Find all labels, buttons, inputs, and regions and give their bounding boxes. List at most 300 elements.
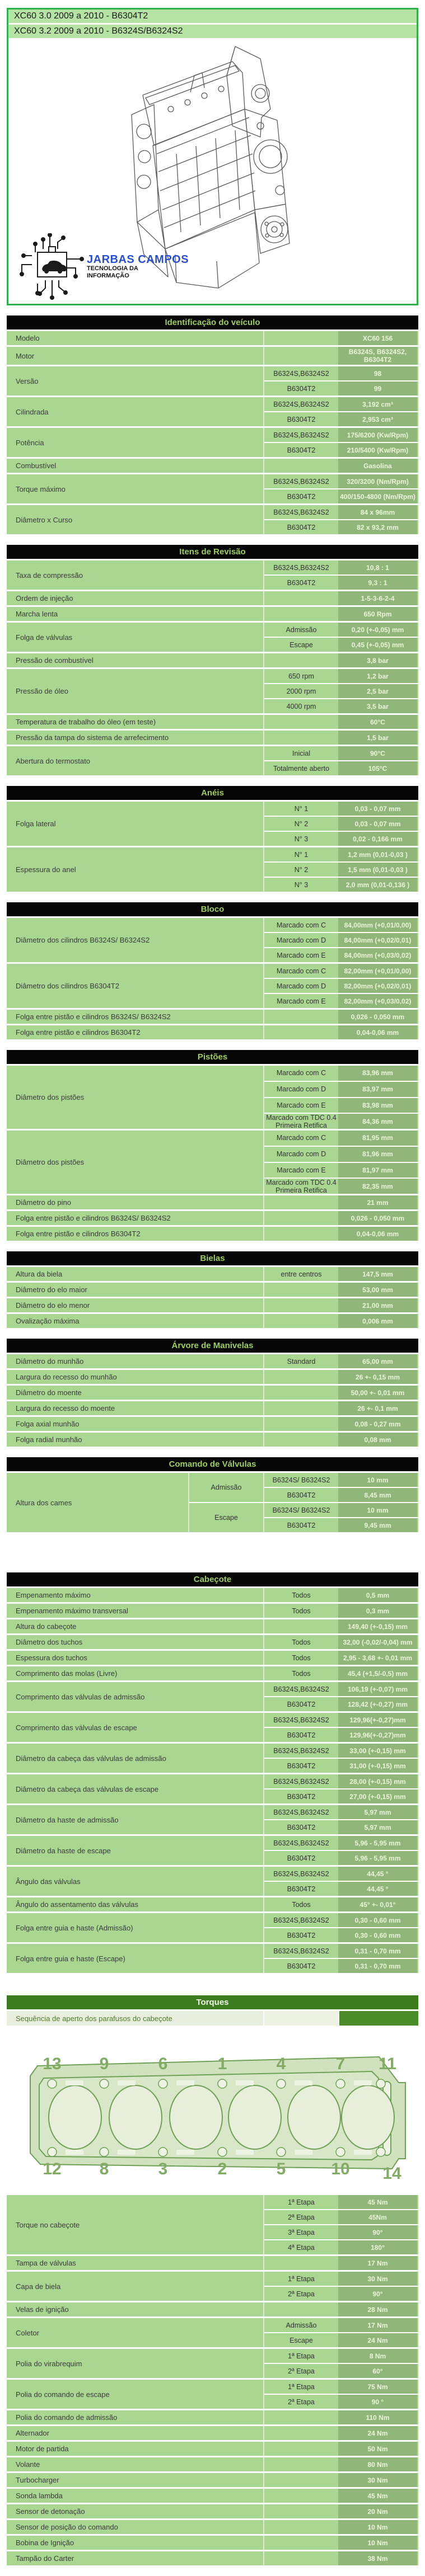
row-value: 45° +- 0,01° <box>338 1897 417 1911</box>
bolt-hole-bottom <box>100 2148 109 2156</box>
row-label: Coletor <box>16 2328 39 2337</box>
row-label: Diâmetro x Curso <box>16 515 73 524</box>
table-subrow <box>264 1788 418 1803</box>
row-label: Folga entre pistão e cilindros B6324S/ B6324S2 <box>16 1214 171 1222</box>
row-subcolumn <box>263 366 418 395</box>
table-subrow <box>264 1927 418 1942</box>
table-subrow <box>264 1025 418 1039</box>
table-subrow <box>264 1354 418 1368</box>
table-subrow <box>264 1881 418 1896</box>
row-subcolumn <box>263 1635 418 1649</box>
row-qualifier <box>264 591 338 605</box>
row-value: 98 <box>338 366 417 380</box>
bolt-hole-bottom <box>336 2148 345 2156</box>
table-subrow <box>264 1314 418 1328</box>
table-subrow <box>264 746 418 760</box>
row-qualifier <box>264 1025 338 1039</box>
row-value: 83,98 mm <box>338 1098 417 1113</box>
spec-table <box>7 545 418 775</box>
table-subrow <box>264 1682 418 1696</box>
row-subcolumn <box>263 1195 418 1209</box>
table-row <box>7 2380 418 2409</box>
logo-subtitle-1: TECNOLOGIA DA <box>87 265 138 272</box>
row-subcolumn <box>263 1713 418 1742</box>
table-row <box>7 1867 418 1896</box>
row-label: Diâmetro do moente <box>16 1388 82 1397</box>
row-qualifier: 4000 rpm <box>286 702 316 710</box>
row-subcolumn <box>263 1774 418 1803</box>
bolt-number-bottom: 5 <box>276 2160 286 2178</box>
row-subcolumn <box>263 561 418 590</box>
row-label: Sensor de posição do comando <box>16 2523 118 2531</box>
row-value: 8 Nm <box>338 2349 417 2363</box>
table-row <box>7 1836 418 1865</box>
row-qualifier <box>264 1195 338 1209</box>
table-subrow <box>264 760 418 775</box>
row-label: Folga de válvulas <box>16 633 73 642</box>
row-label: Turbocharger <box>16 2476 59 2484</box>
table-subrow <box>264 1517 418 1532</box>
row-qualifier <box>264 1417 338 1431</box>
table-subrow <box>264 731 418 745</box>
table-subrow <box>264 847 418 861</box>
table-row <box>7 1417 418 1431</box>
table-subrow <box>264 1913 418 1927</box>
row-subcolumn <box>263 2195 418 2254</box>
row-subcolumn <box>263 2318 418 2347</box>
engine-illustration <box>8 40 417 304</box>
row-value: 53,00 mm <box>338 1283 417 1297</box>
table-row <box>7 1713 418 1742</box>
table-row <box>7 1298 418 1312</box>
row-value: 31,00 (+-0,15) mm <box>338 1759 417 1773</box>
row-value: 1-5-3-6-2-4 <box>338 591 417 605</box>
table-row <box>7 1283 418 1297</box>
row-value: 9,45 mm <box>338 1518 417 1532</box>
table-subrow <box>264 1283 418 1297</box>
row-qualifier <box>264 2551 338 2565</box>
row-subcolumn <box>263 1066 418 1129</box>
row-value: 0,04-0,06 mm <box>338 1025 417 1039</box>
torque-values-table <box>7 2195 418 2565</box>
row-label: Diâmetro do munhão <box>16 1357 84 1365</box>
sequence-label: Sequência de aperto dos parafusos do cabeçote <box>16 2014 172 2023</box>
bolt-number-bottom: 10 <box>331 2160 350 2178</box>
row-value: 21 mm <box>338 1195 417 1209</box>
row-label: Polia do virabrequim <box>16 2359 82 2368</box>
row-label: Bobina de Ignição <box>16 2539 74 2547</box>
row-qualifier: B6304T2 <box>287 415 316 423</box>
row-subcolumn <box>263 623 418 652</box>
table-row <box>7 1651 418 1665</box>
bolt-hole-bottom <box>218 2148 227 2156</box>
row-label: Capa de biela <box>16 2282 61 2291</box>
row-qualifier <box>264 1314 338 1328</box>
row-value: 17 Nm <box>338 2318 417 2332</box>
row-qualifier: Todos <box>292 1669 311 1678</box>
row-subcolumn <box>263 591 418 605</box>
row-value: 84,00mm (+0,03/0,02) <box>338 948 417 962</box>
table-subrow <box>264 1588 418 1602</box>
table-subrow <box>264 1850 418 1865</box>
table-row <box>7 1805 418 1834</box>
table-row <box>7 459 418 473</box>
row-subcolumn <box>263 1417 418 1431</box>
bolt-hole-top <box>48 2079 57 2088</box>
row-label: Tampão do Carter <box>16 2554 74 2563</box>
table-row <box>7 2442 418 2456</box>
row-qualifier: 2ª Etapa <box>288 2398 315 2406</box>
table-row <box>7 1066 418 1129</box>
row-value: 0,08 - 0,27 mm <box>338 1417 417 1431</box>
row-label: Modelo <box>16 334 40 342</box>
row-subcolumn <box>263 1386 418 1400</box>
vehicle-title-1: XC60 3.0 2009 a 2010 - B6304T2 <box>8 10 417 23</box>
table-subrow <box>264 816 418 831</box>
row-qualifier: 2ª Etapa <box>288 2367 315 2375</box>
table-subrow <box>264 1473 418 1487</box>
table-subrow <box>264 1113 418 1129</box>
row-value: 83,96 mm <box>338 1066 417 1081</box>
row-qualifier: Marcado com E <box>277 1166 326 1174</box>
table-subrow <box>264 505 418 519</box>
row-value: 0,006 mm <box>338 1314 417 1328</box>
row-value: 0,03 - 0,07 mm <box>338 802 417 816</box>
table-subrow <box>264 2380 418 2394</box>
row-groupcolumn <box>188 1473 418 1532</box>
table-subrow <box>264 1178 418 1194</box>
row-value: 3,8 bar <box>338 653 417 667</box>
row-value: 0,20 (+-0,05) mm <box>338 623 417 637</box>
row-label: Torque máximo <box>16 484 66 493</box>
table-subrow <box>264 366 418 380</box>
table-row <box>7 2410 418 2424</box>
row-qualifier: B6324S/ B6324S2 <box>272 1506 330 1514</box>
row-subcolumn <box>263 2504 418 2518</box>
row-value: 90° <box>338 2225 417 2239</box>
row-label: Diâmetro dos cilindros B6304T2 <box>16 982 119 990</box>
table-subrow <box>264 1010 418 1024</box>
row-qualifier: Todos <box>292 1591 311 1599</box>
table-subrow <box>264 1298 418 1312</box>
row-label: Largura do recesso do munhão <box>16 1373 117 1381</box>
row-label: Tampa de válvulas <box>16 2259 76 2267</box>
table-subrow <box>264 2520 418 2534</box>
table-subrow <box>264 2426 418 2440</box>
table-row <box>7 2272 418 2301</box>
row-value: 81,97 mm <box>338 1163 417 1178</box>
row-label: Altura dos cames <box>16 1498 72 1507</box>
row-subcolumn <box>263 1473 418 1502</box>
row-qualifier <box>264 2457 338 2471</box>
row-value: 0,30 - 0,60 mm <box>338 1913 417 1927</box>
row-label: Polia do comando de admissão <box>16 2413 118 2422</box>
row-qualifier <box>264 1370 338 1384</box>
table-row <box>7 623 418 652</box>
row-label: Diâmetro do elo maior <box>16 1285 87 1294</box>
row-value: 81,95 mm <box>338 1131 417 1146</box>
row-label: Alternador <box>16 2429 49 2437</box>
row-subcolumn <box>263 918 418 962</box>
table-subrow <box>264 918 418 932</box>
table-row <box>7 1635 418 1649</box>
table-subrow <box>264 1604 418 1618</box>
row-label: Altura da biela <box>16 1270 63 1278</box>
row-value: 10 Nm <box>338 2536 417 2550</box>
row-subcolumn <box>263 2489 418 2503</box>
row-value: 1,5 mm (0,01-0,03 ) <box>338 863 417 877</box>
spec-table <box>7 902 418 1039</box>
row-value: 5,96 - 5,95 mm <box>338 1836 417 1850</box>
section-title: Comando de Válvulas <box>7 1457 418 1471</box>
table-row <box>7 1211 418 1225</box>
table-subrow <box>264 715 418 729</box>
table-row <box>7 1774 418 1803</box>
table-row <box>7 731 418 745</box>
row-label: Diâmetro da haste de escape <box>16 1846 111 1855</box>
row-value: 90°C <box>338 746 417 760</box>
row-value: 129,96(+-0,27)mm <box>338 1728 417 1742</box>
row-qualifier: Marcado com D <box>276 936 326 944</box>
bolt-hole-top <box>100 2079 109 2088</box>
table-subrow <box>264 1211 418 1225</box>
row-qualifier: 2000 rpm <box>286 687 316 695</box>
row-value: 0,026 - 0,050 mm <box>338 1211 417 1225</box>
section-title: Cabeçote <box>7 1572 418 1586</box>
bolt-hole-bottom <box>48 2148 57 2156</box>
table-row <box>7 1227 418 1241</box>
bolt-number-top: 4 <box>276 2055 286 2073</box>
gasket-slot-top <box>176 2080 194 2085</box>
row-subcolumn <box>263 428 418 457</box>
bolt-hole-top <box>277 2079 286 2088</box>
spec-tables <box>0 315 425 1973</box>
table-subrow <box>264 1666 418 1680</box>
row-qualifier <box>264 1283 338 1297</box>
row-label: Pressão de combustível <box>16 656 94 665</box>
row-value: B6324S, B6324S2, B6304T2 <box>338 347 417 365</box>
row-qualifier: B6304T2 <box>287 1521 316 1529</box>
row-label: Diâmetro dos cilindros B6324S/ B6324S2 <box>16 936 150 944</box>
row-subcolumn <box>263 2272 418 2301</box>
row-value: 0,3 mm <box>338 1604 417 1618</box>
row-value: 0,04-0,06 mm <box>338 1227 417 1241</box>
spec-table <box>7 1050 418 1241</box>
row-qualifier: B6304T2 <box>287 1762 316 1770</box>
table-row <box>7 1131 418 1194</box>
vehicle-title-2: XC60 3.2 2009 a 2010 - B6324S/B6324S2 <box>8 25 417 38</box>
table-subrow <box>264 2473 418 2487</box>
row-value: 28 Nm <box>338 2302 417 2316</box>
row-value: 3,192 cm³ <box>338 397 417 411</box>
row-value: 10 mm <box>338 1503 417 1517</box>
row-subcolumn <box>263 1433 418 1447</box>
section-title: Itens de Revisão <box>7 545 418 559</box>
table-subrow <box>264 397 418 411</box>
row-qualifier: 650 rpm <box>288 672 314 680</box>
row-value: 60° <box>338 2364 417 2378</box>
table-subrow <box>264 411 418 426</box>
row-label: Cilindrada <box>16 407 49 416</box>
table-subrow <box>264 380 418 395</box>
row-label: Abertura do termostato <box>16 756 90 765</box>
cylinder-bore <box>288 2085 340 2149</box>
bolt-number-bottom: 3 <box>158 2160 168 2178</box>
row-value: XC60 156 <box>338 331 417 345</box>
bolt-hole-bottom <box>376 2148 385 2156</box>
table-row <box>7 2520 418 2534</box>
row-label: Ângulo do assentamento das válvulas <box>16 1900 138 1909</box>
row-qualifier <box>264 347 338 365</box>
row-value: 26 +- 0,1 mm <box>338 1401 417 1415</box>
row-subcolumn <box>263 746 418 775</box>
row-value: 44,45 ° <box>338 1867 417 1881</box>
row-value: 0,30 - 0,60 mm <box>338 1928 417 1942</box>
row-subcolumn <box>263 2551 418 2565</box>
row-qualifier: B6324S,B6324S2 <box>273 1716 329 1724</box>
row-value: 82 x 93,2 mm <box>338 520 417 534</box>
row-subcolumn <box>263 1370 418 1384</box>
row-subcolumn <box>263 1227 418 1241</box>
row-label: Empenamento máximo transversal <box>16 1607 128 1615</box>
table-row <box>7 2551 418 2565</box>
table-row <box>7 505 418 534</box>
table-subrow <box>264 2442 418 2456</box>
row-qualifier: B6304T2 <box>287 492 316 501</box>
row-qualifier: N° 2 <box>294 865 309 874</box>
table-row <box>7 1195 418 1209</box>
row-value: 147,5 mm <box>338 1267 417 1281</box>
row-subcolumn <box>263 607 418 621</box>
table-row <box>7 1386 418 1400</box>
table-subrow <box>264 1727 418 1742</box>
table-row <box>7 746 418 775</box>
row-qualifier: B6324S,B6324S2 <box>273 400 329 408</box>
jarbas-campos-logo <box>18 233 189 300</box>
cylinder-bore <box>109 2085 162 2149</box>
table-subrow <box>264 1433 418 1447</box>
row-qualifier <box>264 2302 338 2316</box>
table-subrow <box>264 2489 418 2503</box>
row-subcolumn <box>263 1401 418 1415</box>
bolt-hole-top <box>158 2079 167 2088</box>
table-subrow <box>264 1131 418 1146</box>
row-qualifier: 2ª Etapa <box>288 2290 315 2298</box>
row-label: Espessura do anel <box>16 865 76 874</box>
group-label: Admissão <box>211 1484 242 1491</box>
spec-table <box>7 315 418 534</box>
row-label: Comprimento das válvulas de admissão <box>16 1692 145 1701</box>
bolt-number-bottom: 8 <box>99 2160 109 2178</box>
row-qualifier: 2ª Etapa <box>288 2213 315 2221</box>
table-subrow <box>264 1081 418 1097</box>
row-qualifier <box>264 459 338 473</box>
row-qualifier <box>264 1211 338 1225</box>
row-subcolumn <box>263 1010 418 1024</box>
row-label: Velas de ignição <box>16 2305 69 2314</box>
row-value: 84 x 96mm <box>338 505 417 519</box>
table-subrow <box>264 2394 418 2409</box>
row-qualifier: Admissão <box>286 625 317 634</box>
row-value: 175/6200 (Kw/Rpm) <box>338 428 417 442</box>
row-label: Volante <box>16 2460 40 2469</box>
row-subcolumn <box>263 715 418 729</box>
row-label: Folga entre guia e haste (Escape) <box>16 1954 125 1963</box>
row-qualifier <box>264 607 338 621</box>
table-subrow <box>264 2536 418 2550</box>
table-row <box>7 474 418 503</box>
row-value: 80 Nm <box>338 2457 417 2471</box>
row-label: Motor <box>16 351 35 360</box>
row-value: 84,36 mm <box>338 1114 417 1129</box>
row-value: 30 Nm <box>338 2272 417 2286</box>
row-subcolumn <box>263 653 418 667</box>
row-value: 10,8 : 1 <box>338 561 417 574</box>
row-value: 0,5 mm <box>338 1588 417 1602</box>
row-qualifier: N° 3 <box>294 880 309 889</box>
table-subrow <box>264 591 418 605</box>
row-label: Diâmetro da cabeça das válvulas de escape <box>16 1784 159 1793</box>
table-subrow <box>264 1651 418 1665</box>
row-value: 75 Nm <box>338 2380 417 2394</box>
row-label: Folga lateral <box>16 820 56 828</box>
row-qualifier: B6304T2 <box>287 1792 316 1801</box>
table-subrow <box>264 2349 418 2363</box>
row-label: Folga entre guia e haste (Admissão) <box>16 1923 133 1932</box>
table-row <box>7 1010 418 1024</box>
cylinder-bore <box>170 2085 222 2149</box>
bolt-hole-top <box>218 2079 227 2088</box>
table-row <box>7 2536 418 2550</box>
row-qualifier: B6304T2 <box>287 446 316 454</box>
row-value: 1,5 bar <box>338 731 417 745</box>
row-subcolumn <box>263 1503 418 1532</box>
row-subcolumn <box>263 459 418 473</box>
row-value: 0,08 mm <box>338 1433 417 1447</box>
table-row <box>7 1682 418 1711</box>
row-qualifier: Inicial <box>292 749 310 757</box>
table-row <box>7 2489 418 2503</box>
table-subrow <box>264 669 418 683</box>
bolt-number-bottom: 12 <box>43 2160 62 2178</box>
table-row <box>7 2504 418 2518</box>
row-value: 400/150-4800 (Nm/Rpm) <box>338 489 417 503</box>
row-qualifier: B6324S,B6324S2 <box>273 508 329 516</box>
row-value: 149,40 (+-0,15) mm <box>338 1619 417 1633</box>
row-subcolumn <box>263 2380 418 2409</box>
table-subrow <box>264 2209 418 2224</box>
table-subrow <box>264 2195 418 2209</box>
row-subcolumn <box>263 2520 418 2534</box>
row-label: Taxa de compressão <box>16 571 83 580</box>
table-row <box>7 1944 418 1973</box>
table-subrow <box>264 623 418 637</box>
table-subrow <box>264 861 418 877</box>
row-qualifier <box>264 1298 338 1312</box>
table-subrow <box>264 607 418 621</box>
table-row <box>7 1433 418 1447</box>
row-qualifier <box>264 1227 338 1241</box>
table-subrow <box>264 1401 418 1415</box>
row-qualifier: N° 3 <box>294 835 309 843</box>
row-qualifier <box>264 2256 338 2270</box>
row-value: 20 Nm <box>338 2504 417 2518</box>
row-qualifier: B6324S,B6324S2 <box>273 1746 329 1755</box>
table-subrow <box>264 347 418 365</box>
table-subrow <box>264 2410 418 2424</box>
row-qualifier <box>264 331 338 345</box>
table-row <box>7 2473 418 2487</box>
